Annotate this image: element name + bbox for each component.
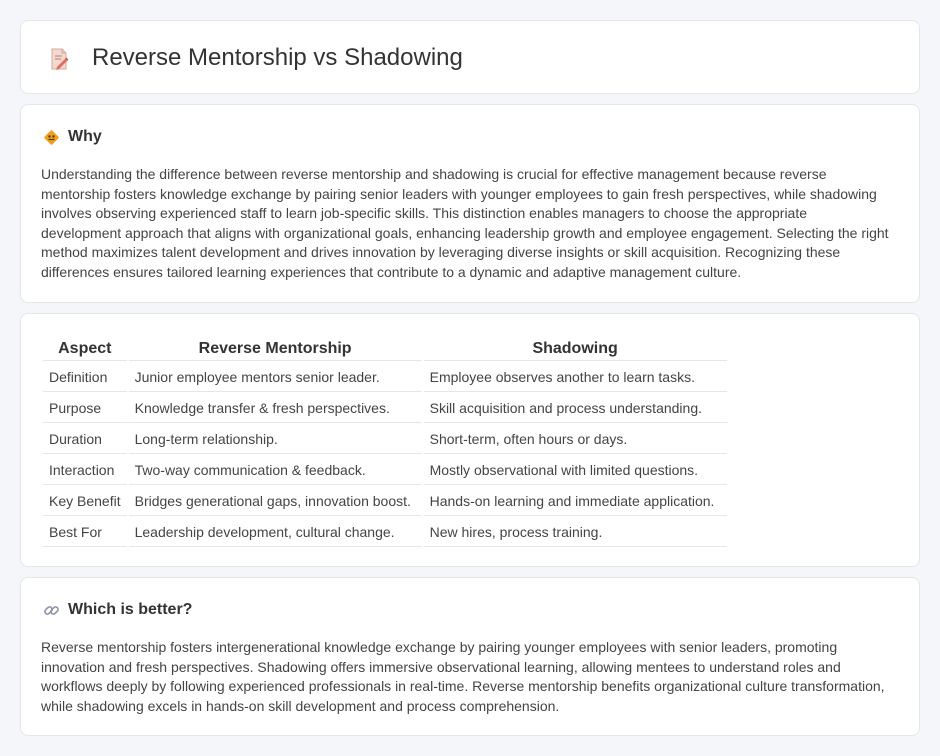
row-reverse-mentorship: Long-term relationship.: [129, 425, 422, 454]
better-heading: Which is better?: [68, 601, 193, 618]
row-shadowing: Employee observes another to learn tasks.: [424, 363, 727, 392]
table-row: [43, 425, 727, 454]
row-shadowing: Mostly observational with limited questions.: [424, 456, 727, 485]
row-aspect: Purpose: [43, 394, 127, 423]
document-pencil-icon: [47, 47, 71, 71]
row-aspect: Best For: [43, 518, 127, 547]
row-aspect: Duration: [43, 425, 127, 454]
row-aspect: Interaction: [43, 456, 127, 485]
comparison-section: [20, 313, 920, 567]
table-row: [43, 363, 727, 392]
row-reverse-mentorship: Two-way communication & feedback.: [129, 456, 422, 485]
table-row: [43, 487, 727, 516]
row-reverse-mentorship: Knowledge transfer & fresh perspectives.: [129, 394, 422, 423]
table-header-row: [43, 337, 727, 361]
better-body: Reverse mentorship fosters intergenerational knowledge exchange by pairing younger employees with senior leaders, promoting innovation and fresh perspectives. Shadowing offers immersive observational learning, allowing mentees to understand roles and workflows deeply by following experienced professionals in real-time. Reverse mentorship benefits organizational culture transformation, while shadowing excels in hands-on skill development and process comprehension.: [41, 639, 885, 714]
why-body: Understanding the difference between reverse mentorship and shadowing is crucial for effective management because reverse mentorship fosters knowledge exchange by pairing senior leaders with younger employees to gain fresh perspectives, while shadowing involves observing experienced staff to learn job-specific skills. This distinction enables managers to choose the appropriate development approach that aligns with organizational goals, enhancing leadership growth and employee engagement. Selecting the right method maximizes talent development and drives innovation by leveraging diverse insights or skill acquisition. Recognizing these differences ensures tailored learning experiences that contribute to a dynamic and adaptive management culture.: [41, 166, 889, 280]
row-shadowing: New hires, process training.: [424, 518, 727, 547]
title-card: [20, 20, 920, 94]
comparison-table: [41, 335, 729, 549]
why-heading: Why: [68, 128, 102, 145]
row-reverse-mentorship: Leadership development, cultural change.: [129, 518, 422, 547]
row-aspect: Definition: [43, 363, 127, 392]
row-shadowing: Skill acquisition and process understanding.: [424, 394, 727, 423]
table-row: [43, 456, 727, 485]
header-aspect: Aspect: [43, 337, 127, 361]
table-row: [43, 518, 727, 547]
which-is-better-section: [20, 577, 920, 736]
why-section: [20, 104, 920, 303]
row-shadowing: Short-term, often hours or days.: [424, 425, 727, 454]
header-reverse-mentorship: Reverse Mentorship: [129, 337, 422, 361]
link-icon: [43, 602, 60, 619]
row-aspect: Key Benefit: [43, 487, 127, 516]
row-reverse-mentorship: Bridges generational gaps, innovation boost.: [129, 487, 422, 516]
row-reverse-mentorship: Junior employee mentors senior leader.: [129, 363, 422, 392]
page-title: Reverse Mentorship vs Shadowing: [92, 44, 463, 71]
table-row: [43, 394, 727, 423]
diamond-sign-icon: [43, 129, 60, 146]
header-shadowing: Shadowing: [424, 337, 727, 361]
row-shadowing: Hands-on learning and immediate application.: [424, 487, 727, 516]
